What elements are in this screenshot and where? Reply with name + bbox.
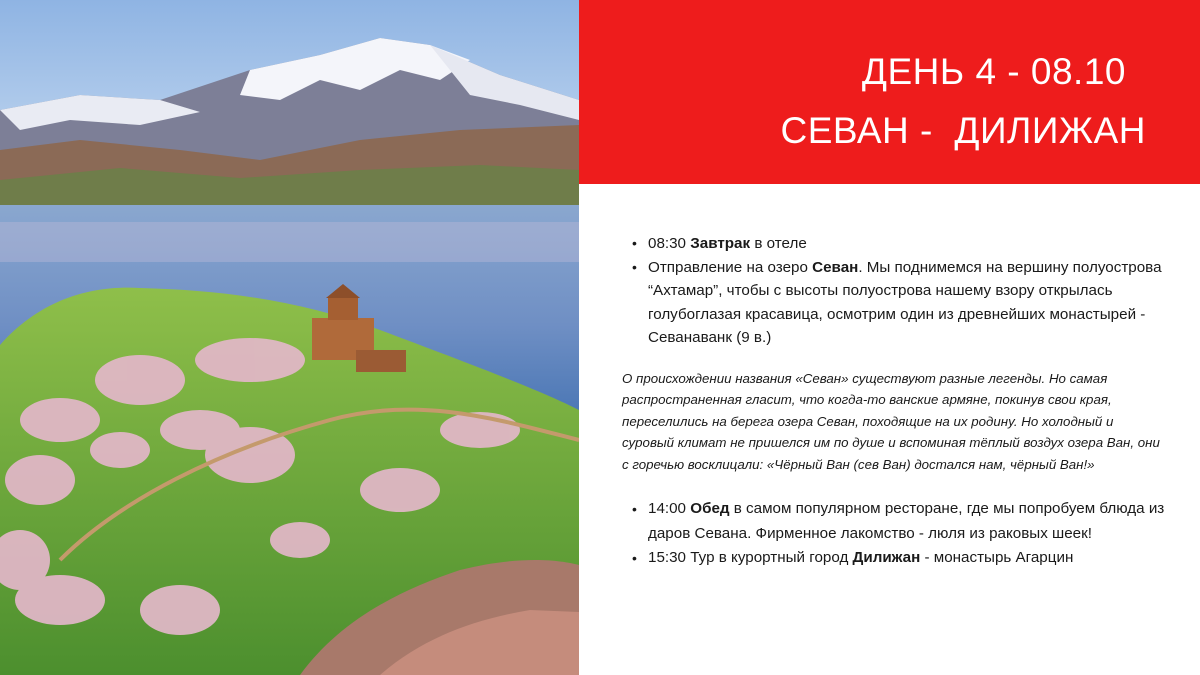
schedule-list-2 <box>622 497 1167 571</box>
bullet-icon: • <box>632 501 637 518</box>
itinerary-content <box>622 232 1167 571</box>
bullet-icon: • <box>632 235 637 251</box>
list-item: • 08:30 Завтрак в отеле <box>622 232 1167 256</box>
route-title: СЕВАН - ДИЛИЖАН <box>780 110 1146 151</box>
legend-paragraph: О происхождении названия «Севан» существуют разные легенды. Но самая распространенная гласит, что когда-то ванские армяне, покинув свои края, переселились на берега озера Севан, походящие на их родину. Но холодный и суровый климат не пришелся им по душе и вспоминая тёплый воздух озера Ван, они с горечью восклицали: «Чёрный Ван (сев Ван) достался нам, чёрный Ван!» <box>622 370 1160 472</box>
list-item: • Отправление на озеро Севан. Мы поднимемся на вершину полуострова “Ахтамар”, чтобы с высоты полуострова нашему взору открылась голубоглазая красавица, осмотрим один из древнейших монастырей - Севанаванк (9 в.) <box>622 256 1167 350</box>
day-title: ДЕНЬ 4 - 08.10 <box>861 51 1126 92</box>
list-item: • 15:30 Тур в курортный город Дилижан - монастырь Агарцин <box>622 546 1167 571</box>
bullet-icon: • <box>632 550 637 567</box>
schedule-list <box>622 232 1167 350</box>
lake-sevan-photo <box>0 0 579 675</box>
list-item: • 14:00 Обед в самом популярном ресторане, где мы попробуем блюда из даров Севана. Фирменное лакомство - люля из раковых шеек! <box>622 497 1167 546</box>
day-header <box>579 0 1200 184</box>
bullet-icon: • <box>632 258 637 275</box>
